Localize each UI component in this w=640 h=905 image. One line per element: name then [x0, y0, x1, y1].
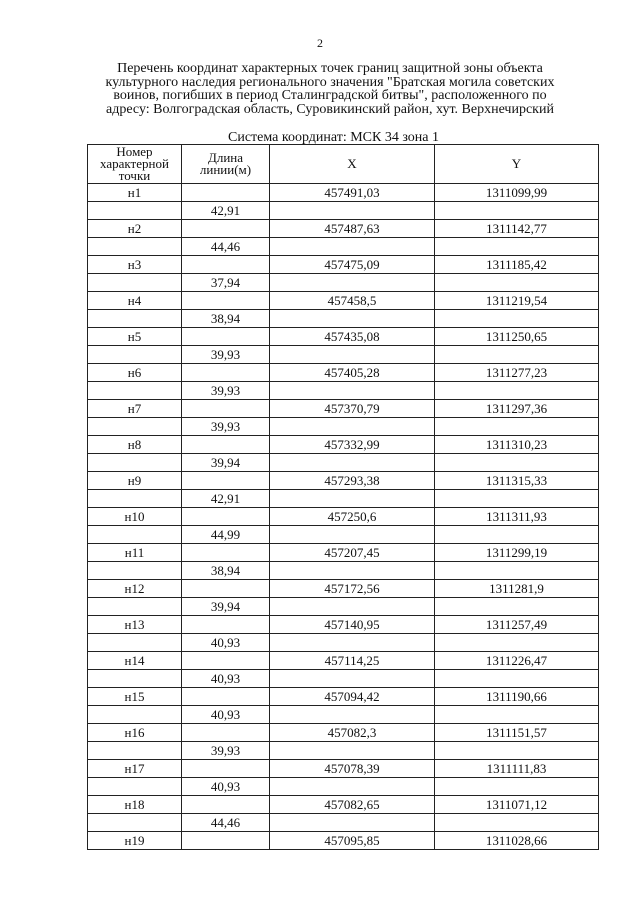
x-coordinate-cell: 457207,45	[270, 544, 435, 562]
coordinate-system-label: Система координат: МСК 34 зона 1	[228, 130, 440, 145]
empty-length-cell	[182, 328, 270, 346]
y-coordinate-cell: 1311099,99	[435, 184, 599, 202]
empty-x-cell	[270, 706, 435, 724]
x-coordinate-cell: 457475,09	[270, 256, 435, 274]
segment-length-cell: 38,94	[182, 562, 270, 580]
x-coordinate-cell: 457405,28	[270, 364, 435, 382]
segment-length-row	[88, 742, 599, 760]
empty-x-cell	[270, 454, 435, 472]
empty-y-cell	[435, 526, 599, 544]
segment-length-cell: 39,94	[182, 598, 270, 616]
segment-length-row	[88, 346, 599, 364]
empty-y-cell	[435, 562, 599, 580]
segment-length-row	[88, 490, 599, 508]
empty-y-cell	[435, 202, 599, 220]
point-id-cell: н11	[88, 544, 182, 562]
empty-length-cell	[182, 184, 270, 202]
segment-length-cell: 42,91	[182, 202, 270, 220]
header-y: Y	[435, 145, 599, 184]
segment-length-row	[88, 526, 599, 544]
empty-point-cell	[88, 490, 182, 508]
segment-length-row	[88, 274, 599, 292]
segment-length-row	[88, 202, 599, 220]
empty-point-cell	[88, 310, 182, 328]
y-coordinate-cell: 1311299,19	[435, 544, 599, 562]
y-coordinate-cell: 1311219,54	[435, 292, 599, 310]
empty-x-cell	[270, 382, 435, 400]
segment-length-cell: 40,93	[182, 778, 270, 796]
point-row	[88, 436, 599, 454]
segment-length-row	[88, 382, 599, 400]
point-id-cell: н15	[88, 688, 182, 706]
empty-point-cell	[88, 418, 182, 436]
header-point-number: Номер характерной точки	[88, 145, 182, 184]
point-row	[88, 256, 599, 274]
y-coordinate-cell: 1311111,83	[435, 760, 599, 778]
empty-length-cell	[182, 292, 270, 310]
segment-length-row	[88, 814, 599, 832]
point-row	[88, 652, 599, 670]
segment-length-row	[88, 670, 599, 688]
title-line-4: адресу: Волгоградская область, Суровикинский район, хут. Верхнечирский	[106, 101, 554, 117]
point-row	[88, 292, 599, 310]
empty-length-cell	[182, 688, 270, 706]
empty-point-cell	[88, 238, 182, 256]
segment-length-row	[88, 598, 599, 616]
empty-x-cell	[270, 418, 435, 436]
empty-point-cell	[88, 526, 182, 544]
point-id-cell: н14	[88, 652, 182, 670]
x-coordinate-cell: 457094,42	[270, 688, 435, 706]
empty-length-cell	[182, 832, 270, 850]
x-coordinate-cell: 457332,99	[270, 436, 435, 454]
coordinates-table-body	[88, 184, 599, 850]
empty-x-cell	[270, 670, 435, 688]
empty-point-cell	[88, 274, 182, 292]
y-coordinate-cell: 1311311,93	[435, 508, 599, 526]
point-id-cell: н3	[88, 256, 182, 274]
point-id-cell: н12	[88, 580, 182, 598]
empty-x-cell	[270, 346, 435, 364]
table-header-row	[88, 145, 599, 184]
point-row	[88, 184, 599, 202]
empty-point-cell	[88, 634, 182, 652]
empty-y-cell	[435, 382, 599, 400]
y-coordinate-cell: 1311315,33	[435, 472, 599, 490]
empty-point-cell	[88, 454, 182, 472]
segment-length-cell: 40,93	[182, 706, 270, 724]
point-id-cell: н8	[88, 436, 182, 454]
x-coordinate-cell: 457172,56	[270, 580, 435, 598]
point-id-cell: н6	[88, 364, 182, 382]
empty-y-cell	[435, 634, 599, 652]
segment-length-cell: 39,93	[182, 382, 270, 400]
empty-y-cell	[435, 778, 599, 796]
point-id-cell: н16	[88, 724, 182, 742]
segment-length-cell: 39,93	[182, 742, 270, 760]
segment-length-cell: 37,94	[182, 274, 270, 292]
point-row	[88, 544, 599, 562]
segment-length-row	[88, 634, 599, 652]
empty-point-cell	[88, 202, 182, 220]
empty-length-cell	[182, 760, 270, 778]
title-line-2: культурного наследия регионального значения "Братская могила советских	[105, 74, 555, 90]
empty-length-cell	[182, 652, 270, 670]
segment-length-cell: 38,94	[182, 310, 270, 328]
point-row	[88, 472, 599, 490]
point-row	[88, 400, 599, 418]
segment-length-cell: 44,46	[182, 238, 270, 256]
empty-x-cell	[270, 778, 435, 796]
empty-y-cell	[435, 238, 599, 256]
point-row	[88, 796, 599, 814]
empty-y-cell	[435, 814, 599, 832]
segment-length-row	[88, 418, 599, 436]
x-coordinate-cell: 457114,25	[270, 652, 435, 670]
y-coordinate-cell: 1311071,12	[435, 796, 599, 814]
empty-length-cell	[182, 580, 270, 598]
x-coordinate-cell: 457078,39	[270, 760, 435, 778]
point-id-cell: н18	[88, 796, 182, 814]
x-coordinate-cell: 457082,3	[270, 724, 435, 742]
empty-length-cell	[182, 508, 270, 526]
empty-y-cell	[435, 490, 599, 508]
point-row	[88, 616, 599, 634]
x-coordinate-cell: 457435,08	[270, 328, 435, 346]
x-coordinate-cell: 457293,38	[270, 472, 435, 490]
empty-y-cell	[435, 418, 599, 436]
empty-length-cell	[182, 364, 270, 382]
empty-point-cell	[88, 382, 182, 400]
empty-y-cell	[435, 454, 599, 472]
y-coordinate-cell: 1311142,77	[435, 220, 599, 238]
y-coordinate-cell: 1311190,66	[435, 688, 599, 706]
point-id-cell: н7	[88, 400, 182, 418]
x-coordinate-cell: 457082,65	[270, 796, 435, 814]
point-row	[88, 580, 599, 598]
empty-point-cell	[88, 742, 182, 760]
y-coordinate-cell: 1311151,57	[435, 724, 599, 742]
segment-length-row	[88, 238, 599, 256]
empty-point-cell	[88, 814, 182, 832]
segment-length-row	[88, 310, 599, 328]
point-id-cell: н1	[88, 184, 182, 202]
x-coordinate-cell: 457140,95	[270, 616, 435, 634]
x-coordinate-cell: 457487,63	[270, 220, 435, 238]
y-coordinate-cell: 1311028,66	[435, 832, 599, 850]
header-line-length: Длина линии(м)	[182, 145, 270, 184]
empty-y-cell	[435, 742, 599, 760]
x-coordinate-cell: 457250,6	[270, 508, 435, 526]
empty-x-cell	[270, 598, 435, 616]
segment-length-cell: 42,91	[182, 490, 270, 508]
point-id-cell: н10	[88, 508, 182, 526]
segment-length-row	[88, 454, 599, 472]
empty-x-cell	[270, 490, 435, 508]
point-id-cell: н13	[88, 616, 182, 634]
point-row	[88, 760, 599, 778]
empty-length-cell	[182, 400, 270, 418]
coordinates-table	[87, 144, 599, 850]
point-row	[88, 724, 599, 742]
x-coordinate-cell: 457370,79	[270, 400, 435, 418]
segment-length-row	[88, 778, 599, 796]
header-x: X	[270, 145, 435, 184]
empty-x-cell	[270, 526, 435, 544]
empty-x-cell	[270, 634, 435, 652]
y-coordinate-cell: 1311250,65	[435, 328, 599, 346]
y-coordinate-cell: 1311277,23	[435, 364, 599, 382]
empty-length-cell	[182, 544, 270, 562]
point-row	[88, 688, 599, 706]
y-coordinate-cell: 1311297,36	[435, 400, 599, 418]
empty-length-cell	[182, 796, 270, 814]
segment-length-row	[88, 706, 599, 724]
point-row	[88, 328, 599, 346]
empty-length-cell	[182, 220, 270, 238]
y-coordinate-cell: 1311185,42	[435, 256, 599, 274]
empty-point-cell	[88, 670, 182, 688]
y-coordinate-cell: 1311281,9	[435, 580, 599, 598]
empty-x-cell	[270, 274, 435, 292]
empty-length-cell	[182, 616, 270, 634]
empty-y-cell	[435, 274, 599, 292]
point-id-cell: н9	[88, 472, 182, 490]
empty-x-cell	[270, 814, 435, 832]
point-id-cell: н2	[88, 220, 182, 238]
segment-length-cell: 39,93	[182, 418, 270, 436]
point-id-cell: н5	[88, 328, 182, 346]
empty-point-cell	[88, 778, 182, 796]
empty-y-cell	[435, 310, 599, 328]
empty-length-cell	[182, 724, 270, 742]
point-row	[88, 220, 599, 238]
title-line-3: воинов, погибших в период Сталинградской битвы", расположенного по	[113, 88, 547, 103]
empty-length-cell	[182, 436, 270, 454]
empty-length-cell	[182, 256, 270, 274]
point-id-cell: н17	[88, 760, 182, 778]
empty-x-cell	[270, 202, 435, 220]
document-title	[80, 62, 580, 116]
segment-length-row	[88, 562, 599, 580]
empty-y-cell	[435, 670, 599, 688]
empty-x-cell	[270, 238, 435, 256]
y-coordinate-cell: 1311310,23	[435, 436, 599, 454]
segment-length-cell: 44,99	[182, 526, 270, 544]
y-coordinate-cell: 1311226,47	[435, 652, 599, 670]
empty-x-cell	[270, 562, 435, 580]
empty-point-cell	[88, 562, 182, 580]
empty-point-cell	[88, 706, 182, 724]
segment-length-cell: 39,93	[182, 346, 270, 364]
segment-length-cell: 40,93	[182, 634, 270, 652]
empty-x-cell	[270, 310, 435, 328]
segment-length-cell: 44,46	[182, 814, 270, 832]
empty-y-cell	[435, 598, 599, 616]
point-id-cell: н19	[88, 832, 182, 850]
empty-point-cell	[88, 346, 182, 364]
point-row	[88, 508, 599, 526]
segment-length-cell: 40,93	[182, 670, 270, 688]
point-row	[88, 832, 599, 850]
page-number: 2	[317, 36, 323, 50]
empty-x-cell	[270, 742, 435, 760]
point-id-cell: н4	[88, 292, 182, 310]
empty-point-cell	[88, 598, 182, 616]
empty-length-cell	[182, 472, 270, 490]
empty-y-cell	[435, 346, 599, 364]
empty-y-cell	[435, 706, 599, 724]
x-coordinate-cell: 457095,85	[270, 832, 435, 850]
segment-length-cell: 39,94	[182, 454, 270, 472]
x-coordinate-cell: 457491,03	[270, 184, 435, 202]
title-line-1: Перечень координат характерных точек границ защитной зоны объекта	[117, 61, 543, 76]
point-row	[88, 364, 599, 382]
y-coordinate-cell: 1311257,49	[435, 616, 599, 634]
x-coordinate-cell: 457458,5	[270, 292, 435, 310]
